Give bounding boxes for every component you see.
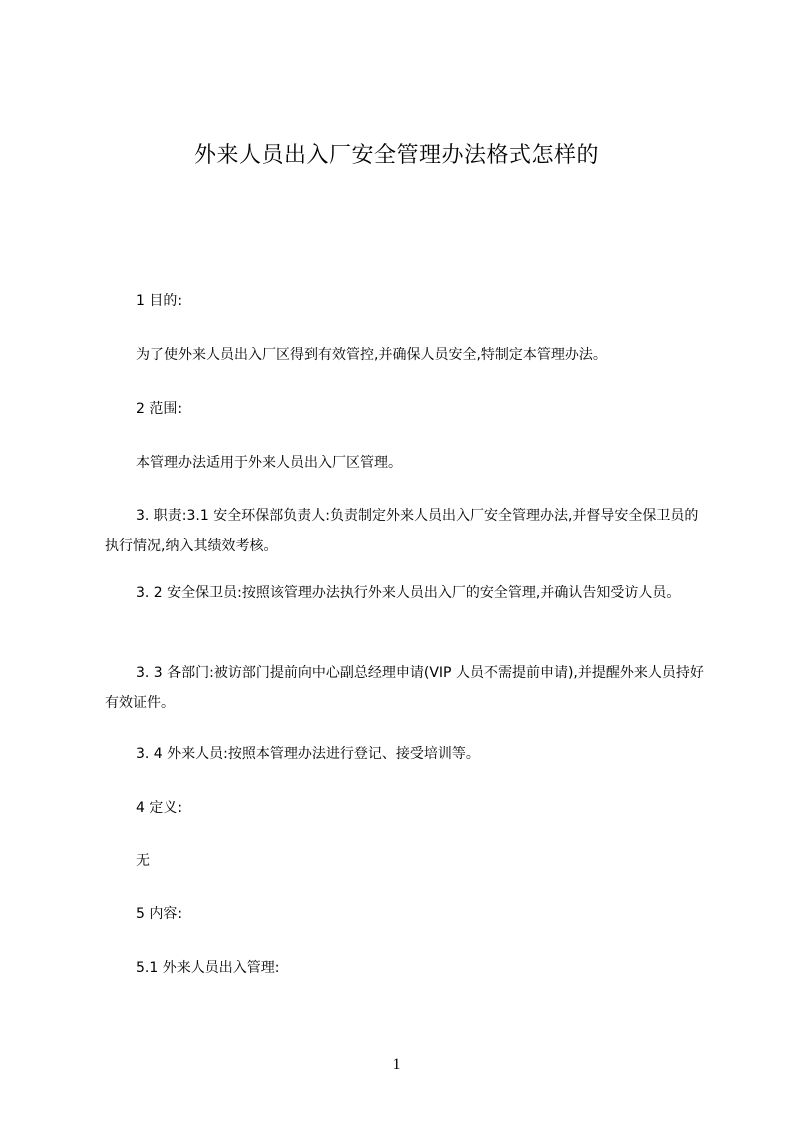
paragraph-scope-text: 本管理办法适用于外来人员出入厂区管理。 [136, 455, 402, 471]
paragraph-responsibility-3-2: 3. 2 安全保卫员:按照该管理办法执行外来人员出入厂的安全管理,并确认告知受访人员。 [136, 585, 681, 601]
document-title: 外来人员出入厂安全管理办法格式怎样的 [193, 143, 599, 168]
paragraph-scope-heading: 2 范围: [136, 401, 183, 417]
paragraph-purpose-heading: 1 目的: [136, 293, 183, 309]
paragraph-content-heading: 5 内容: [136, 906, 183, 922]
paragraph-responsibility-3-3: 3. 3 各部门:被访部门提前向中心副总经理申请(VIP 人员不需提前申请),并提醒外来人员持好有效证件。 [105, 665, 704, 711]
paragraph-purpose-text: 为了使外来人员出入厂区得到有效管控,并确保人员安全,特制定本管理办法。 [136, 347, 607, 363]
paragraph-responsibility-3-1: 3. 职责:3.1 安全环保部负责人:负责制定外来人员出入厂安全管理办法,并督导安全保卫员的执行情况,纳入其绩效考核。 [105, 508, 699, 554]
paragraph-definition-heading: 4 定义: [136, 800, 183, 816]
paragraph-content-5-1: 5.1 外来人员出入管理: [136, 960, 280, 976]
page-number: 1 [392, 1056, 401, 1073]
paragraph-responsibility-3-4: 3. 4 外来人员:按照本管理办法进行登记、接受培训等。 [136, 746, 480, 762]
paragraph-definition-text: 无 [136, 853, 150, 869]
